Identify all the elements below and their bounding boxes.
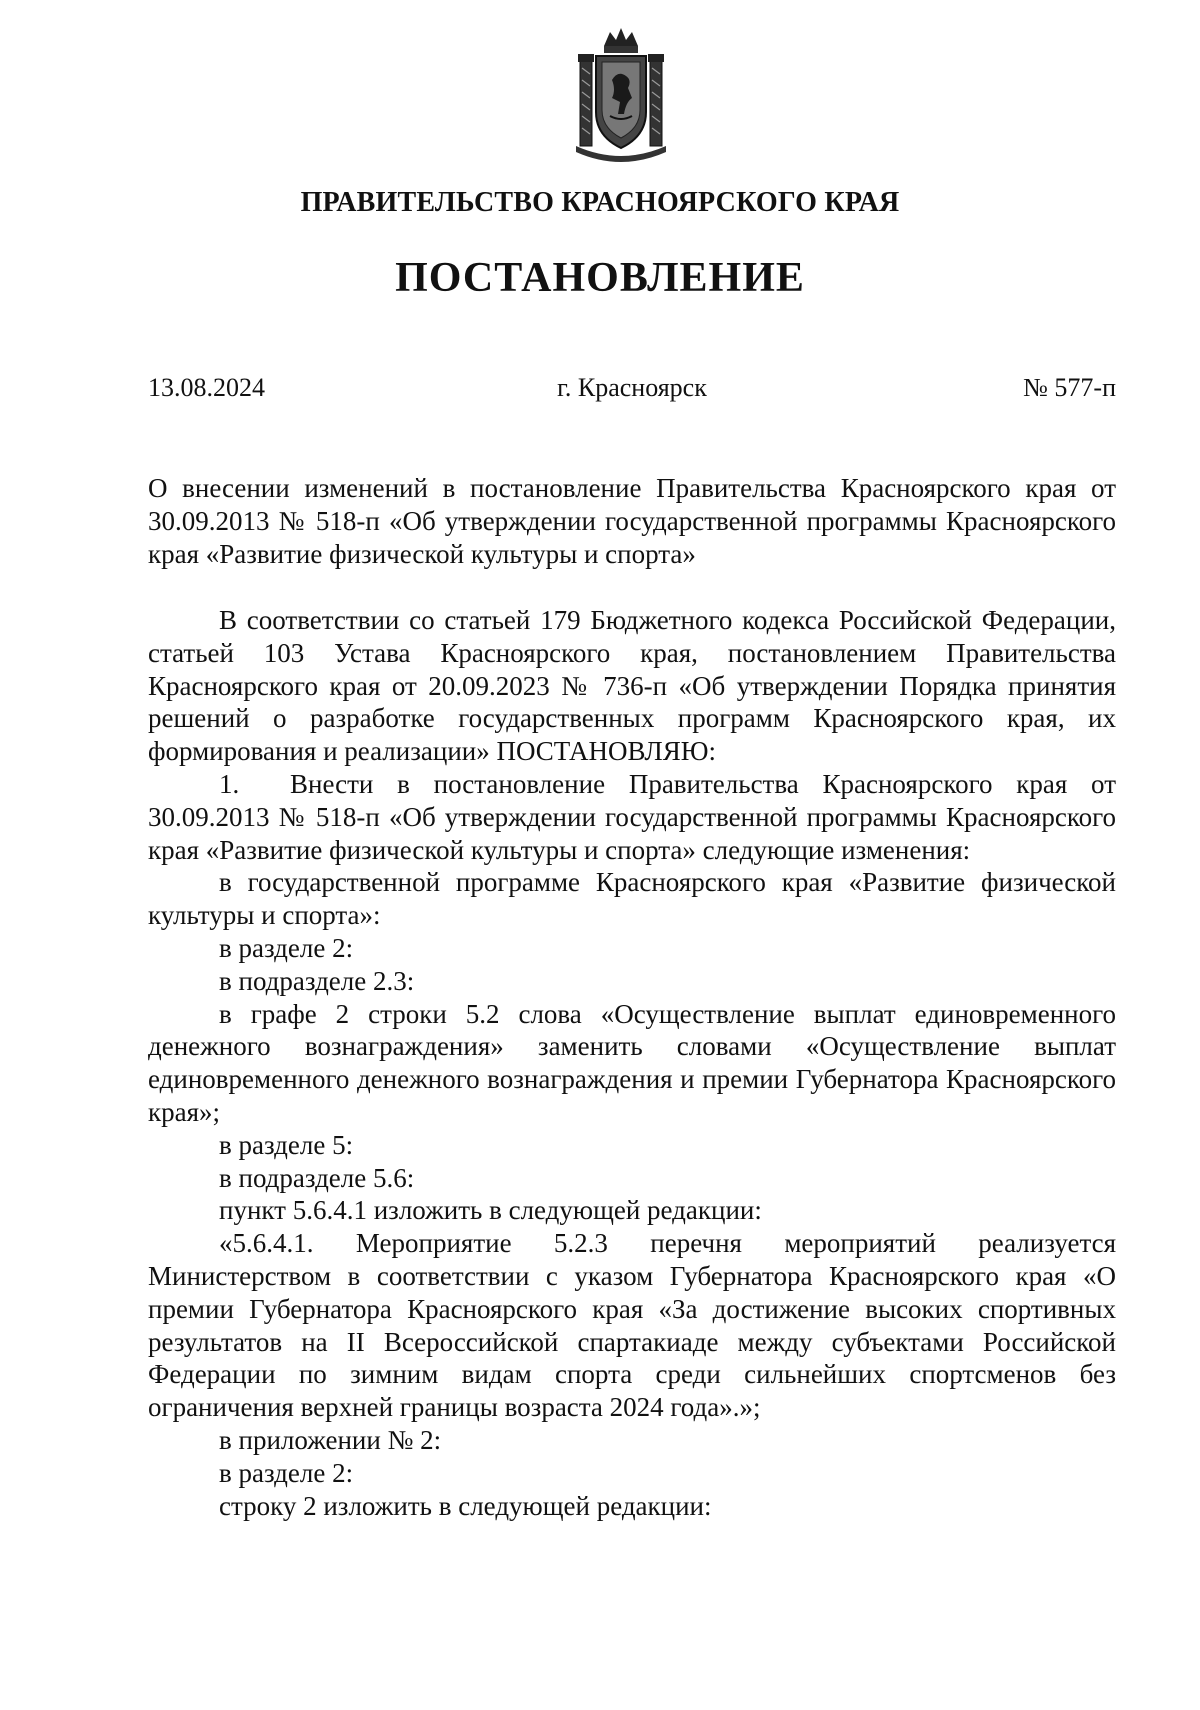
item-1-paragraph [148, 768, 1116, 866]
coat-of-arms-emblem [566, 24, 676, 162]
item-1-number: 1. [219, 768, 240, 799]
body-paragraph-9: в приложении № 2: [219, 1424, 442, 1455]
document-date: 13.08.2024 [148, 373, 265, 402]
body-paragraph-4: в графе 2 строки 5.2 слова «Осуществление выплат единовременного денежного вознаграждения» заменить словами «Осуществление выплат единовременного денежного вознаграждения и премии Губернатора Красноярского края»; [148, 998, 1116, 1127]
document-type-title: ПОСТАНОВЛЕНИЕ [395, 255, 805, 301]
body-paragraph-3: в подразделе 2.3: [219, 965, 415, 996]
body-paragraph-10: в разделе 2: [219, 1457, 354, 1488]
item-1-text: Внести в постановление Правительства Красноярского края от 30.09.2013 № 518-п «Об утверждении государственной программы Красноярского края «Развитие физической культуры и спорта» следующие изменения: [148, 768, 1116, 865]
body-paragraph-7: пункт 5.6.4.1 изложить в следующей редакции: [219, 1195, 762, 1226]
preamble-paragraph: В соответствии со статьей 179 Бюджетного кодекса Российской Федерации, статьей 103 Устава Красноярского края, постановлением Правительства Красноярского края от 20.09.2023 № 736-п «Об утверждении Порядка принятия решений о разработке государственных программ Красноярского края, их формирования и реализации» ПОСТАНОВЛЯЮ: [148, 605, 1116, 767]
body-paragraph-5: в разделе 5: [219, 1129, 354, 1160]
body-paragraph-11: строку 2 изложить в следующей редакции: [219, 1490, 712, 1521]
document-number: № 577-п [1023, 373, 1116, 402]
body-paragraph-1: в государственной программе Красноярского края «Развитие физической культуры и спорта»: [148, 867, 1116, 931]
body-paragraph-2: в разделе 2: [219, 932, 354, 963]
document-meta-row [148, 373, 1116, 409]
document-subject: О внесении изменений в постановление Правительства Красноярского края от 30.09.2013 № 518-п «Об утверждении государственной программы Красноярского края «Развитие физической культуры и спорта» [148, 473, 1116, 569]
organization-title: ПРАВИТЕЛЬСТВО КРАСНОЯРСКОГО КРАЯ [300, 187, 900, 218]
document-city: г. Красноярск [557, 373, 707, 402]
document-body [148, 604, 1116, 1522]
body-paragraph-8: «5.6.4.1. Мероприятие 5.2.3 перечня мероприятий реализуется Министерством в соответствии с указом Губернатора Красноярского края «О премии Губернатора Красноярского края «За достижение высоких спортивных результатов на II Всероссийской спартакиаде между субъектами Российской Федерации по зимним видам спорта среди сильнейших спортсменов без ограничения верхней границы возраста 2024 года».»; [148, 1228, 1116, 1423]
body-paragraph-6: в подразделе 5.6: [219, 1162, 415, 1193]
